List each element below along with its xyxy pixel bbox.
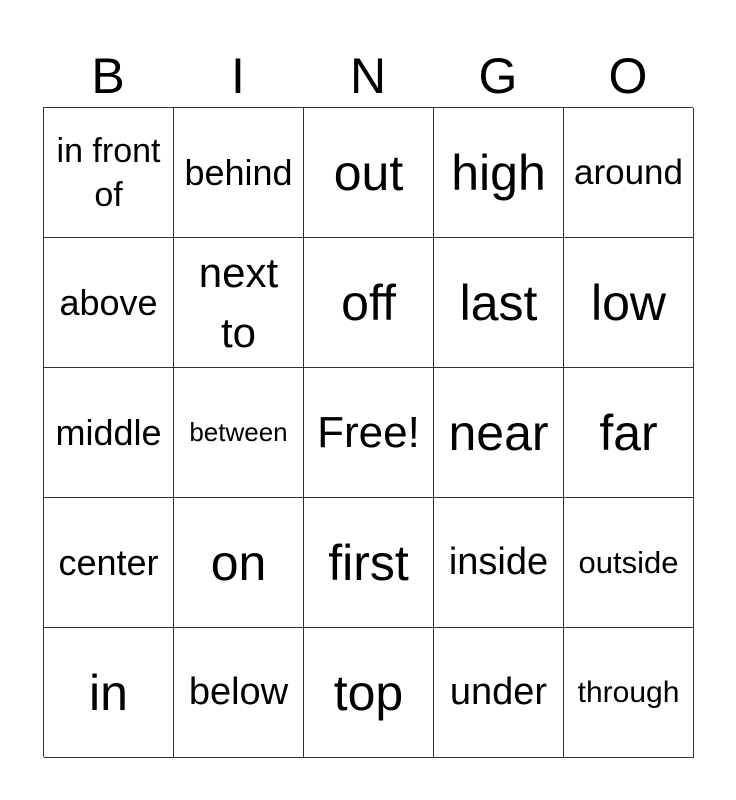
cell-word: out: [333, 144, 404, 201]
header-letter-n: N: [349, 48, 387, 104]
cell-word: through: [577, 675, 680, 709]
bingo-cell[interactable]: [434, 628, 564, 758]
cell-word: last: [459, 274, 538, 331]
cell-word: first: [328, 534, 409, 591]
bingo-cell[interactable]: [174, 498, 304, 628]
cell-word: on: [210, 534, 267, 591]
cell-word: center: [58, 541, 159, 583]
bingo-cell[interactable]: [434, 498, 564, 628]
header-letter-i: I: [231, 48, 245, 104]
cell-word: top: [333, 664, 404, 721]
cell-word: inside: [448, 541, 549, 583]
bingo-cell[interactable]: [434, 108, 564, 238]
bingo-cell[interactable]: [434, 368, 564, 498]
bingo-cell[interactable]: [44, 628, 174, 758]
bingo-cell[interactable]: [564, 498, 694, 628]
bingo-cell[interactable]: [44, 108, 174, 238]
bingo-cell[interactable]: [564, 368, 694, 498]
bingo-cell[interactable]: [174, 108, 304, 238]
cell-word: next to: [198, 248, 279, 356]
bingo-cell[interactable]: [304, 628, 434, 758]
free-space-label: Free!: [317, 407, 420, 457]
cell-word: outside: [578, 544, 679, 580]
cell-word: behind: [184, 151, 293, 193]
bingo-cell[interactable]: [304, 498, 434, 628]
bingo-cell[interactable]: [564, 108, 694, 238]
free-space-cell[interactable]: [304, 368, 434, 498]
cell-word: under: [449, 671, 548, 713]
cell-word: middle: [55, 411, 162, 453]
cell-word: low: [590, 274, 667, 331]
bingo-cell[interactable]: [304, 108, 434, 238]
header-letter-b: B: [91, 48, 125, 104]
cell-word: high: [451, 144, 546, 201]
bingo-cell[interactable]: [564, 628, 694, 758]
bingo-board: [43, 107, 693, 757]
bingo-cell[interactable]: [434, 238, 564, 368]
bingo-cell[interactable]: [44, 498, 174, 628]
header-letter-g: G: [478, 48, 518, 104]
cell-word: far: [599, 404, 658, 461]
header-letter-o: O: [608, 48, 648, 104]
cell-word: off: [341, 274, 396, 331]
cell-word: around: [574, 152, 683, 192]
bingo-cell[interactable]: [44, 238, 174, 368]
bingo-cell[interactable]: [44, 368, 174, 498]
cell-word: between: [189, 417, 288, 447]
cell-word: below: [188, 671, 289, 713]
bingo-cell[interactable]: [174, 368, 304, 498]
bingo-cell[interactable]: [174, 628, 304, 758]
cell-word: in front of: [56, 131, 161, 214]
cell-word: above: [59, 281, 158, 323]
bingo-header: [43, 44, 693, 108]
bingo-cell[interactable]: [564, 238, 694, 368]
cell-word: near: [448, 404, 549, 461]
cell-word: in: [89, 664, 128, 721]
bingo-cell[interactable]: [174, 238, 304, 368]
bingo-cell[interactable]: [304, 238, 434, 368]
